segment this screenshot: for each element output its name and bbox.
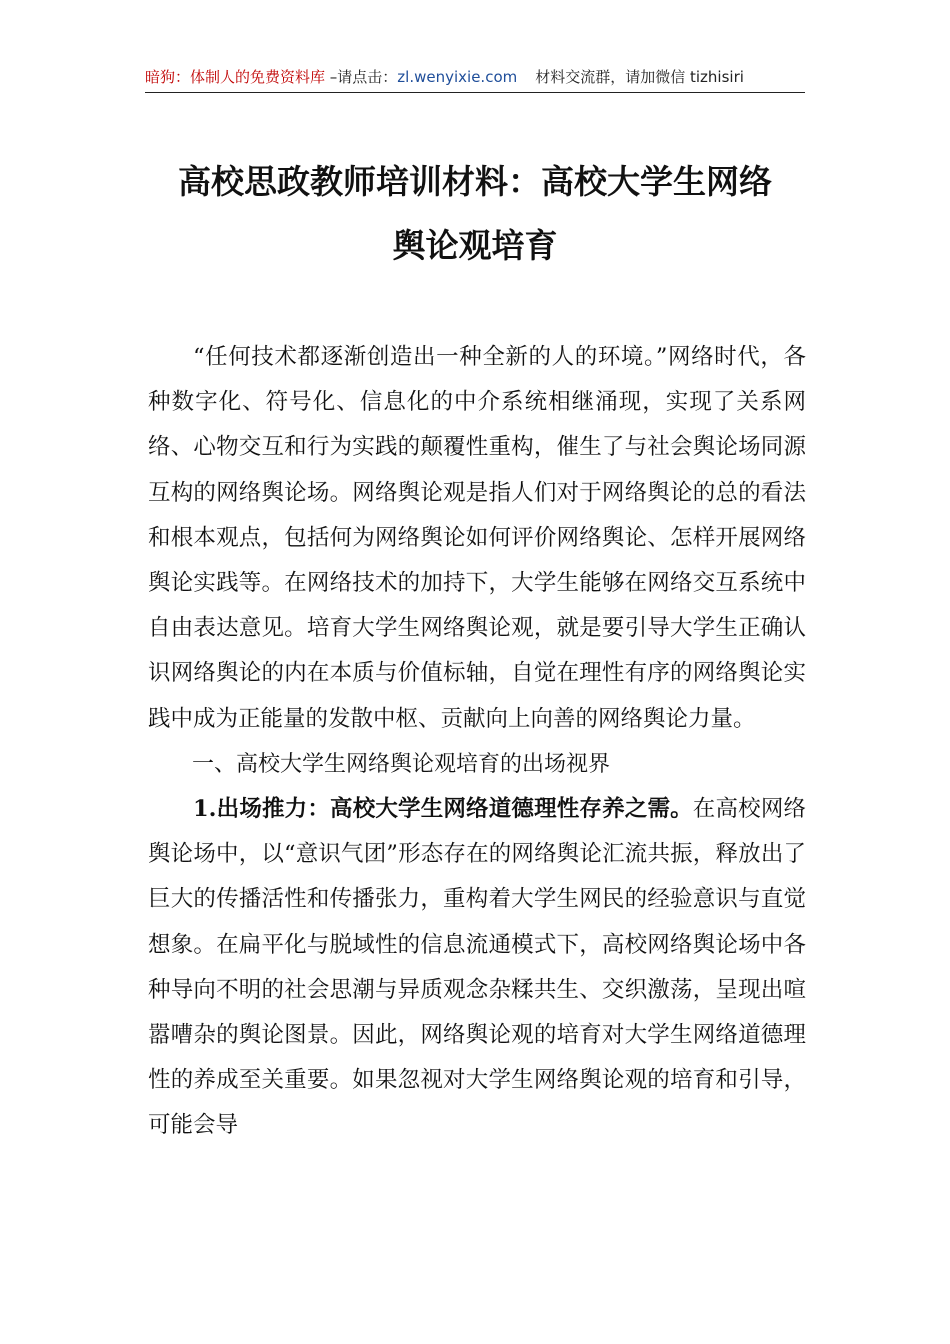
section-heading: 一、高校大学生网络舆论观培育的出场视界 <box>192 751 611 777</box>
title-line-2: 舆论观培育 <box>392 226 558 265</box>
header-contact: 材料交流群，请加微信 tizhisiri <box>535 68 744 86</box>
point-1-text: 在高校网络舆论场中，以“意识气团”形态存在的网络舆论汇流共振，释放出了巨大的传播活性和传播张力，重构着大学生网民的经验意识与直觉想象。在扁平化与脱域性的信息流通模式下，高校网络舆论场中各种导向不明的社会思潮与异质观念杂糅共生、交织激荡，呈现出喧嚣嘈杂的舆论图景。因此，网络舆论观的培育对大学生网络道德理性的养成至关重要。如果忽视对大学生网络舆论观的培育和引导，可能会导 <box>148 796 806 1139</box>
header-link[interactable]: zl.wenyixie.com <box>397 68 518 86</box>
document-title <box>140 150 810 278</box>
header-brand: 暗狗：体制人的免费资料库 <box>145 68 326 86</box>
document-body <box>148 335 806 1149</box>
intro-paragraph: “任何技术都逐渐创造出一种全新的人的环境。”网络时代，各种数字化、符号化、信息化的中介系统相继涌现，实现了关系网络、心物交互和行为实践的颠覆性重构，催生了与社会舆论场同源互构的网络舆论场。网络舆论观是指人们对于网络舆论的总的看法和根本观点，包括何为网络舆论如何评价网络舆论、怎样开展网络舆论实践等。在网络技术的加持下，大学生能够在网络交互系统中自由表达意见。培育大学生网络舆论观，就是要引导大学生正确认识网络舆论的内在本质与价值标轴，自觉在理性有序的网络舆论实践中成为正能量的发散中枢、贡献向上向善的网络舆论力量。 <box>148 344 806 732</box>
point-1-paragraph <box>148 787 806 1149</box>
page-header <box>145 66 805 93</box>
point-1-lead: 1.出场推力：高校大学生网络道德理性存养之需。 <box>193 796 693 823</box>
title-line-1: 高校思政教师培训材料：高校大学生网络 <box>178 162 772 201</box>
header-prompt: –请点击： <box>325 68 398 86</box>
